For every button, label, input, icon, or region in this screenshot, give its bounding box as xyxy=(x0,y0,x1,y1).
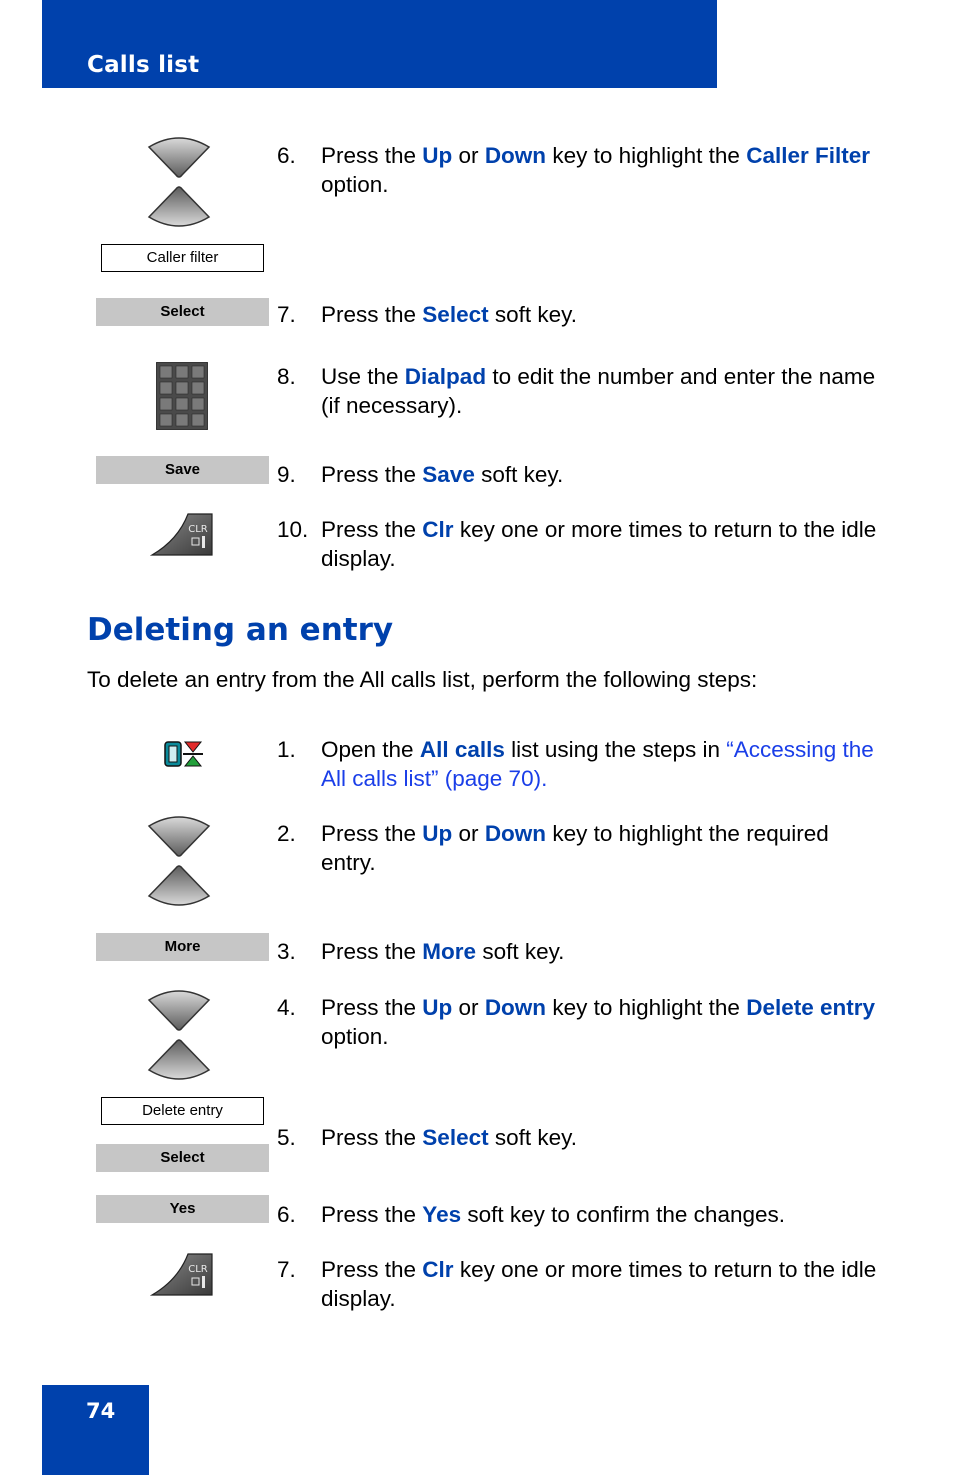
screen-delete-entry: Delete entry xyxy=(101,1097,264,1125)
step-9: 9. Press the Save soft key. xyxy=(277,462,564,487)
delete-step-7: 7. Press the Clr key one or more times to return to the idle display. xyxy=(277,1257,877,1311)
yes-softkey[interactable]: Yes xyxy=(96,1195,269,1223)
step-8: 8. Use the Dialpad to edit the number and enter the name (if necessary). xyxy=(277,364,876,418)
save-softkey[interactable]: Save xyxy=(96,456,269,484)
select-softkey-2[interactable]: Select xyxy=(96,1144,269,1172)
delete-step-5: 5. Press the Select soft key. xyxy=(277,1125,577,1150)
delete-step-2: 2. Press the Up or Down key to highlight the required entry. xyxy=(277,821,829,875)
intro-text: To delete an entry from the All calls list, perform the following steps: xyxy=(87,667,758,692)
up-down-navigation-key-icon xyxy=(146,133,212,231)
up-down-navigation-key-icon xyxy=(146,812,212,910)
calls-list-icon xyxy=(163,738,205,770)
delete-step-6: 6. Press the Yes soft key to confirm the changes. xyxy=(277,1202,786,1227)
more-softkey[interactable]: More xyxy=(96,933,269,961)
header-bar xyxy=(42,0,717,88)
clr-label: CLR xyxy=(188,524,208,535)
step-7: 7. Press the Select soft key. xyxy=(277,302,577,327)
up-down-navigation-key-icon xyxy=(146,986,212,1084)
delete-step-1: 1. Open the All calls list using the steps in “Accessing the All calls list” (page 70). xyxy=(277,737,874,791)
page-number: 74 xyxy=(86,1399,116,1423)
clr-label: CLR xyxy=(188,1264,208,1275)
dialpad-icon xyxy=(156,362,208,430)
page-tab xyxy=(42,1385,149,1475)
select-softkey[interactable]: Select xyxy=(96,298,269,326)
delete-step-3: 3. Press the More soft key. xyxy=(277,939,565,964)
step-10: 10. Press the Clr key one or more times to return to the idle display. xyxy=(277,517,877,571)
step-6: 6. Press the Up or Down key to highlight the Caller Filter option. xyxy=(277,143,870,197)
clear-key-icon xyxy=(150,512,214,557)
screen-caller-filter: Caller filter xyxy=(101,244,264,272)
delete-step-4: 4. Press the Up or Down key to highlight the Delete entry option. xyxy=(277,995,876,1049)
section-title: Deleting an entry xyxy=(87,612,394,648)
accessing-all-calls-link[interactable]: “Accessing the All calls list” (page 70) xyxy=(321,737,874,791)
clear-key-icon xyxy=(150,1252,214,1297)
header-title: Calls list xyxy=(87,52,200,78)
